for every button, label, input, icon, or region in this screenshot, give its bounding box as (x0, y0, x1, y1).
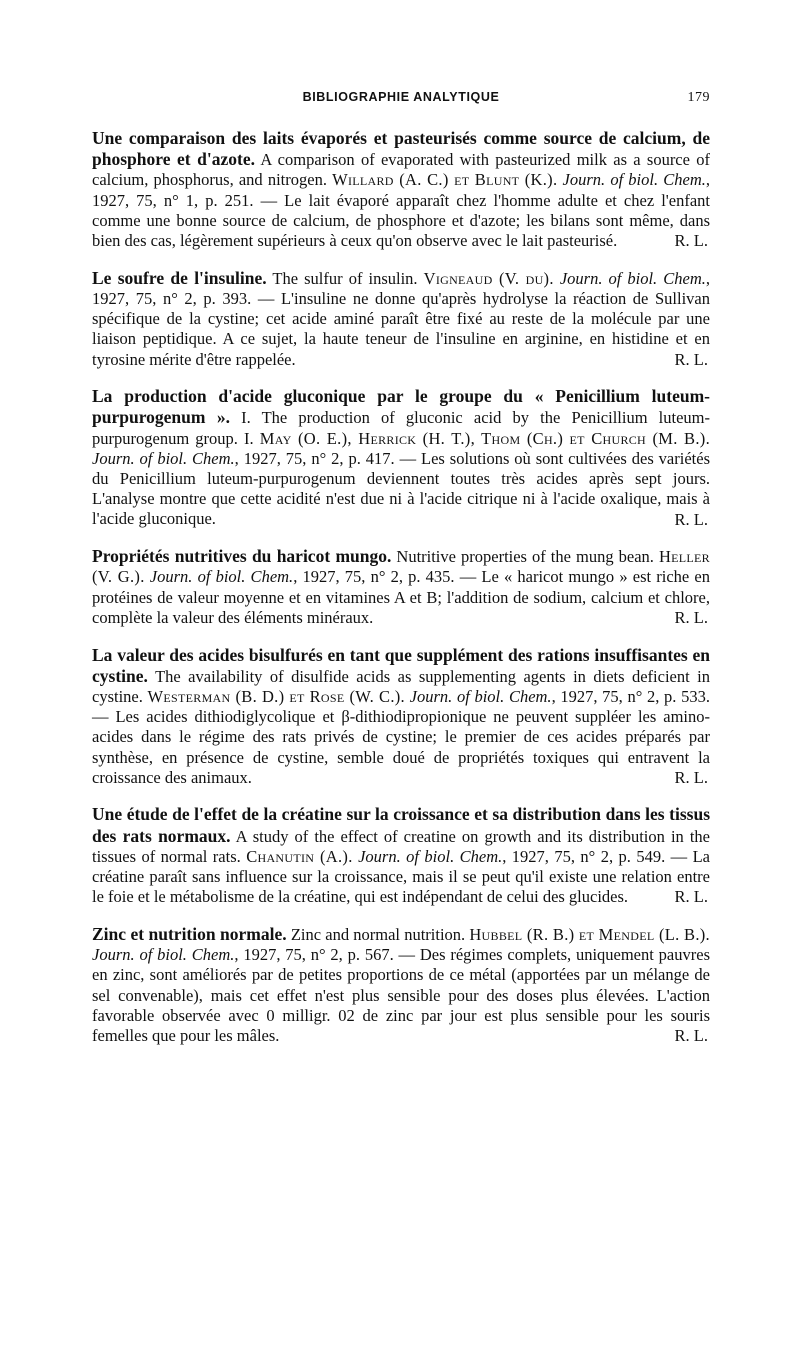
entry-english-title: Zinc and normal nutrition. (286, 925, 470, 944)
entry-title: Zinc et nutrition normale. (92, 924, 287, 944)
entry-english-title: Nutritive properties of the mung bean. (391, 547, 659, 567)
bibliography-entry (92, 268, 710, 370)
entry-summary: — Des régimes complets, uniquement pauvres en zinc, sont améliorés par de petites proportions de ce métal (apportées par un mélange de sel convenable), mais cet effet n'est plus sensible pour des doses plus élevées. L'action favorable observée avec 0 milligr. 02 de zinc par jour est plus sensible pour les souris femelles que pour les mâles. (92, 945, 710, 1046)
entry-citation: , 1927, 75, n° 2, p. 533. (551, 686, 710, 706)
entry-summary: — La créatine paraît sans influence sur la croissance, mais il se peut qu'il existe une relation entre le foie et le métabolisme de la créatine, qui est indépendant de celui des glucides. (92, 846, 710, 907)
entry-summary: — Le lait évaporé apparaît chez l'homme adulte et chez l'enfant comme une bonne source de calcium, de phosphore et d'azote; les bilans sont même, dans bien des cas, légèrement supérieurs à ceux qu'on observe avec le lait pasteurisé. (92, 190, 710, 251)
entry-summary: — Les solutions où sont cultivées des variétés du Penicillium luteum-purpurogenum deviennent toutes très acides après sept jours. L'analyse montre que cette acidité n'est due ni à l'acide citrique ni à l'acide oxalique, mais à l'acide gluconique. (92, 448, 710, 529)
entry-journal: Journ. of biol. Chem. (352, 846, 503, 866)
entry-initials: R. L. (674, 1026, 708, 1046)
entry-initials: R. L. (674, 887, 708, 907)
entry-journal: Journ. of biol. Chem. (404, 686, 552, 706)
entry-authors: Westerman (B. D.) et Rose (W. C.). (147, 686, 405, 706)
bibliography-entry (92, 804, 710, 907)
entry-title: Propriétés nutritives du haricot mungo. (92, 546, 392, 567)
entry-journal: Journ. of biol. Chem. (557, 170, 706, 190)
entry-english-title: The sulfur of insulin. (266, 268, 424, 288)
entry-journal: Journ. of biol. Chem. (92, 945, 235, 965)
entry-authors: Hubbel (R. B.) et Mendel (L. B.). (469, 925, 710, 944)
entry-citation: , 1927, 75, n° 2, p. 417. (234, 448, 395, 468)
entry-title: Une comparaison des laits évaporés et pasteurisés comme source de calcium, de phosphore et d'azote. (92, 128, 710, 170)
entry-authors: Vigneaud (V. du). (423, 268, 554, 288)
document-page (92, 90, 710, 1063)
bibliography-entry (92, 546, 710, 628)
entry-citation: , 1927, 75, n° 2, p. 549. (502, 846, 666, 866)
entry-english-title: A study of the effect of creatine on growth and its distribution in the tissues of normal rats. (92, 826, 710, 866)
entry-initials: R. L. (674, 349, 708, 369)
entry-summary: — Les acides dithiodiglycolique et β-dithiodipropionique ne peuvent suppléer les amino-acides dans le régime des rats privés de cystine; le premier de ces acides préparés par synthèse, en présence de cystine, semble doué de propriétés toxiques qui entravent la croissance des animaux. (92, 707, 710, 787)
bibliography-entry (92, 924, 710, 1046)
entry-title: Le soufre de l'insuline. (92, 267, 267, 288)
entry-title: Une étude de l'effet de la créatine sur la croissance et sa distribution dans les tissus des rats normaux. (92, 804, 710, 846)
entry-authors: Chanutin (A.). (246, 846, 353, 866)
entry-title: La production d'acide gluconique par le groupe du « Penicillium luteum-purpurogenum ». (92, 386, 710, 428)
entry-citation: , 1927, 75, n° 2, p. 393. (92, 268, 710, 308)
entry-authors: May (O. E.), Herrick (H. T.), Thom (Ch.) et Church (M. B.). (259, 428, 710, 448)
entry-summary: — Le « haricot mungo » est riche en protéines de valeur moyenne et en vitamines A et B; l'addition de sodium, calcium et chlore, complète la valeur des éléments minéraux. (92, 567, 710, 627)
entry-citation: , 1927, 75, n° 1, p. 251. (92, 170, 710, 210)
entry-citation: , 1927, 75, n° 2, p. 567. (234, 945, 394, 965)
entry-authors: Heller (V. G.). (92, 547, 710, 587)
entry-citation: , 1927, 75, n° 2, p. 435. (293, 567, 455, 587)
entry-title: La valeur des acides bisulfurés en tant que supplément des rations insuffisantes en cystine. (92, 644, 710, 686)
running-header (92, 90, 710, 114)
entry-english-title: The availability of disulfide acids as supplementing agents in diets deficient in cystine. (92, 666, 710, 706)
entry-initials: R. L. (674, 231, 708, 251)
entry-initials: R. L. (674, 607, 708, 627)
entry-summary: — L'insuline ne donne qu'après hydrolyse la réaction de Sullivan spécifique de la cystine; cet acide aminé paraît être fixé au reste de la molécule par une liaison peptidique. A ce sujet, la haute teneur de l'insuline en arginine, en histidine et en tyrosine mérite d'être rappelée. (92, 288, 710, 369)
entry-english-title: A comparison of evaporated with pasteurized milk as a source of calcium, phosphorus, and nitrogen. (92, 150, 710, 190)
entry-journal: Journ. of biol. Chem. (144, 567, 294, 587)
bibliography-entry (92, 386, 710, 529)
page-number: 179 (687, 90, 710, 105)
bibliography-entry (92, 645, 710, 788)
entry-english-title: I. The production of gluconic acid by the Penicillium luteum-purpurogenum group. I. (92, 408, 710, 448)
bibliography-entry (92, 128, 710, 251)
running-title: BIBLIOGRAPHIE ANALYTIQUE (302, 90, 500, 104)
entry-initials: R. L. (674, 509, 708, 529)
entry-journal: Journ. of biol. Chem. (553, 268, 706, 288)
entry-initials: R. L. (674, 767, 708, 787)
entry-authors: Willard (A. C.) et Blunt (K.). (332, 170, 558, 190)
entry-journal: Journ. of biol. Chem. (92, 448, 235, 468)
